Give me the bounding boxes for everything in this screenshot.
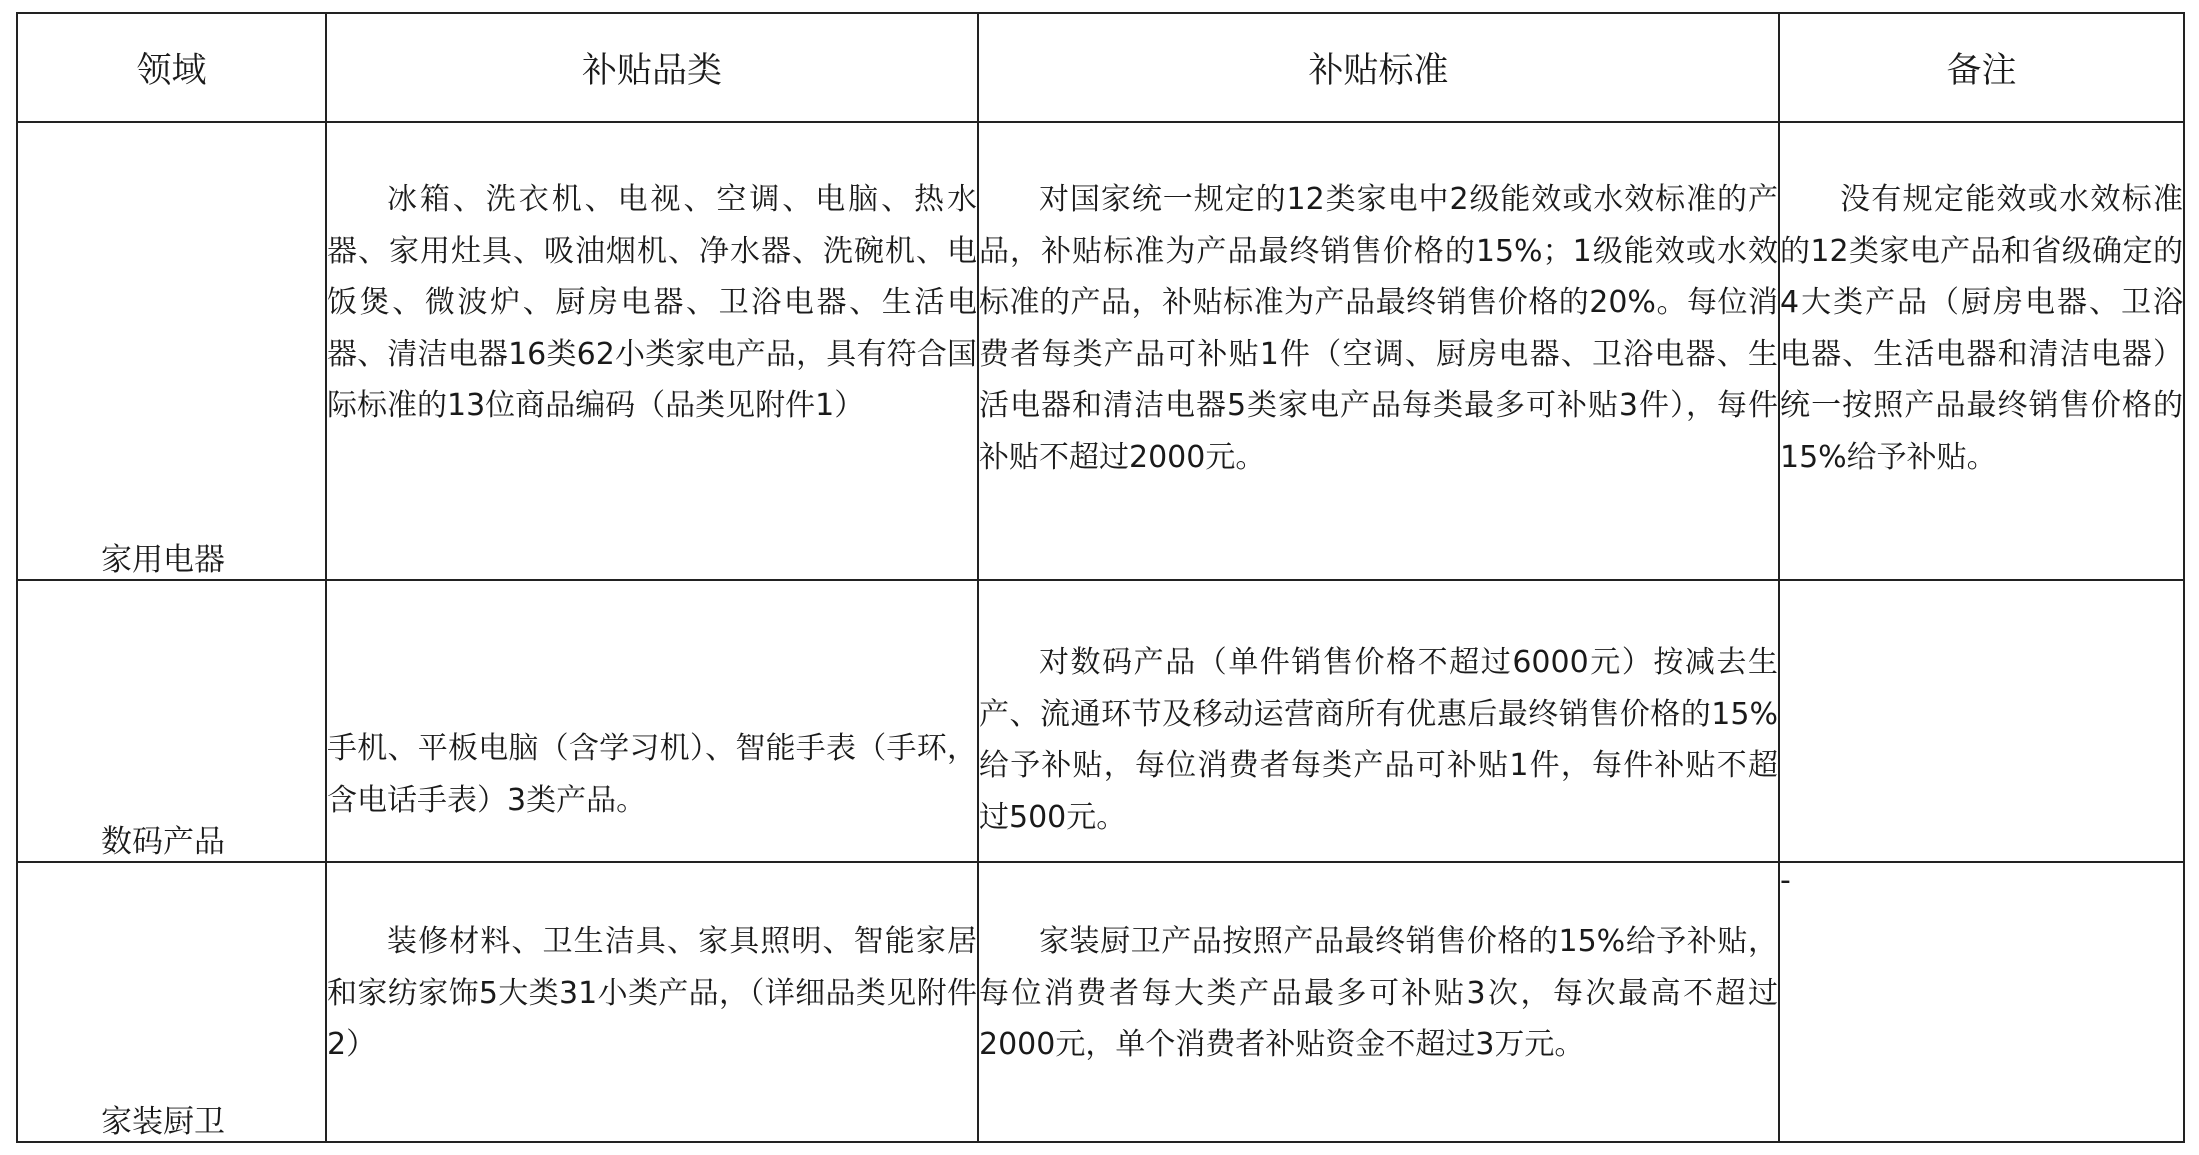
header-standard: 补贴标准 xyxy=(978,13,1779,122)
header-category: 补贴品类 xyxy=(326,13,978,122)
row-domain-cell xyxy=(17,580,326,862)
table-row xyxy=(17,580,2184,862)
row-domain: 数码产品 xyxy=(101,824,225,860)
subsidy-table xyxy=(16,12,2185,1143)
row-category-cell xyxy=(326,122,978,580)
header-note: 备注 xyxy=(1779,13,2184,122)
row-domain-cell xyxy=(17,122,326,580)
row-category: 装修材料、卫生洁具、家具照明、智能家居和家纺家饰5大类31小类产品，（详细品类见附件2） xyxy=(327,924,977,1062)
row-standard: 对国家统一规定的12类家电中2级能效或水效标准的产品，补贴标准为产品最终销售价格的15%；1级能效或水效标准的产品，补贴标准为产品最终销售价格的20%。每位消费者每类产品可补贴1件（空调、厨房电器、卫浴电器、生活电器和清洁电器5类家电产品每类最多可补贴3件），每件补贴不超过2000元。 xyxy=(979,182,1778,475)
row-standard: 对数码产品（单件销售价格不超过6000元）按减去生产、流通环节及移动运营商所有优惠后最终销售价格的15%给予补贴，每位消费者每类产品可补贴1件，每件补贴不超过500元。 xyxy=(979,645,1778,835)
row-category: 冰箱、洗衣机、电视、空调、电脑、热水器、家用灶具、吸油烟机、净水器、洗碗机、电饭煲、微波炉、厨房电器、卫浴电器、生活电器、清洁电器16类62小类家电产品，具有符合国际标准的13位商品编码（品类见附件1） xyxy=(327,182,977,423)
row-domain-cell xyxy=(17,862,326,1142)
row-standard-cell xyxy=(978,862,1779,1142)
row-category: 手机、平板电脑（含学习机）、智能手表（手环，含电话手表）3类产品。 xyxy=(327,731,977,818)
row-domain: 家用电器 xyxy=(101,542,225,578)
row-domain: 家装厨卫 xyxy=(101,1104,225,1140)
row-note-cell xyxy=(1779,122,2184,580)
table-row xyxy=(17,122,2184,580)
row-note-cell xyxy=(1779,580,2184,862)
header-domain: 领域 xyxy=(17,13,326,122)
table-header-row xyxy=(17,13,2184,122)
row-category-cell xyxy=(326,862,978,1142)
row-category-cell xyxy=(326,580,978,862)
row-note: - xyxy=(1780,863,1791,898)
table-row xyxy=(17,862,2184,1142)
row-standard-cell xyxy=(978,122,1779,580)
row-standard-cell xyxy=(978,580,1779,862)
row-note: 没有规定能效或水效标准的12类家电产品和省级确定的4大类产品（厨房电器、卫浴电器、生活电器和清洁电器）统一按照产品最终销售价格的15%给予补贴。 xyxy=(1780,182,2183,475)
row-standard: 家装厨卫产品按照产品最终销售价格的15%给予补贴，每位消费者每大类产品最多可补贴3次，每次最高不超过2000元，单个消费者补贴资金不超过3万元。 xyxy=(979,924,1778,1062)
row-note-cell xyxy=(1779,862,2184,1142)
